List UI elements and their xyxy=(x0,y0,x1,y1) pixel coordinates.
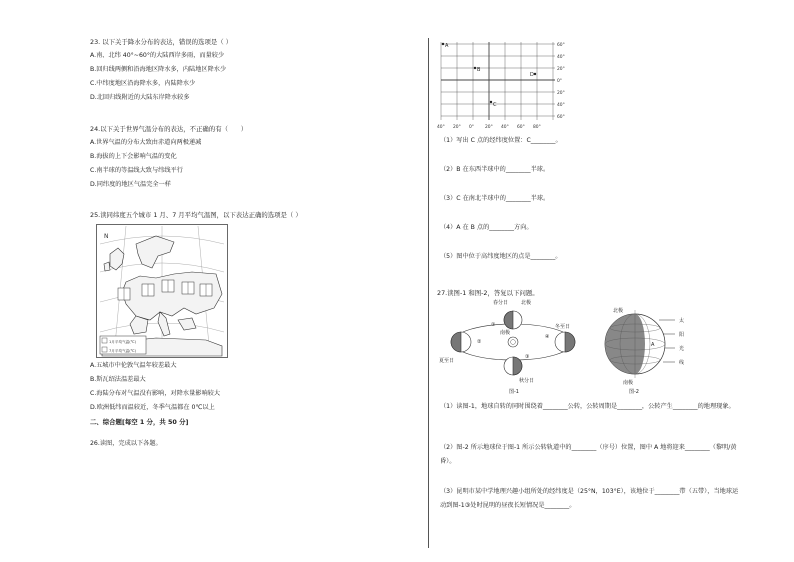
europe-temperature-map xyxy=(96,224,228,358)
q25-stem: 25.读同纬度五个城市 1 月、7 月平均气温图，以下表达正确的选项是（ ） xyxy=(90,211,302,219)
fig2-north-pole: 北极 xyxy=(613,308,624,314)
fig1-south-pole: 南极 xyxy=(500,330,511,336)
fig2-sunlight-char-3: 光 xyxy=(679,346,685,352)
q26-part-2: （2）B 在东西半球中的________半球。 xyxy=(440,166,550,173)
q24-option-b: B.海拔的上下会影响气温的变化 xyxy=(90,153,177,160)
point-c-label: C xyxy=(493,102,497,108)
lat-label-20n: 20° xyxy=(557,67,565,72)
q24-option-d: D.同纬度的地区气温完全一样 xyxy=(90,181,171,188)
q25-option-b: B.斯瓦绍法温差最大 xyxy=(90,376,146,383)
fig1-position-2: ② xyxy=(477,339,482,345)
lat-label-40s: 40° xyxy=(557,103,565,108)
q23-option-d: D.北回归线附近的大陆东岸降水较多 xyxy=(90,94,190,101)
legend-july: 7月平均气温(℃) xyxy=(109,349,137,353)
q23-option-b: B.回归线两侧和沿海地区降水多，内陆地区降水少 xyxy=(90,66,227,73)
q26-part-3: （3）C 在南北半球中的________半球。 xyxy=(440,195,550,202)
q25-option-a: A.五城市中伦敦气温年较差最大 xyxy=(90,362,177,369)
fig1-spring-equinox: 春分日 xyxy=(493,300,509,306)
right-column xyxy=(425,0,794,562)
fig2-point-a: A xyxy=(651,342,655,348)
lon-label-0: 0° xyxy=(469,125,474,130)
q27-part-3-line-1: （3）昆明市某中学地理兴趣小组所处的经纬度是（25°N，103°E），该地位于________带（五带），当地球运 xyxy=(440,488,739,495)
figure-1-orbit xyxy=(437,298,587,396)
lat-label-20s: 20° xyxy=(557,91,565,96)
fig2-sunlight-char-1: 太 xyxy=(679,318,685,324)
fig1-north-pole: 北极 xyxy=(521,300,532,306)
lon-label-40w: 40° xyxy=(437,125,445,130)
q27-part-1: （1）读图-1，地球自转的同时围绕着________公转，公转周期是________，公转产生________的地理现象。 xyxy=(440,403,735,410)
fig2-caption: 图-2 xyxy=(629,389,639,395)
q24-stem: 24.以下关于世界气温分布的表达，不正确的有（ ） xyxy=(90,125,248,133)
fig1-position-3: ③ xyxy=(525,354,530,360)
fig1-caption: 图-1 xyxy=(509,389,519,395)
fig2-sunlight-char-2: 阳 xyxy=(679,332,685,338)
fig1-autumn-equinox: 秋分日 xyxy=(519,378,535,384)
q26-part-1: （1）写出 C 点的经纬度位置：C________。 xyxy=(440,137,562,144)
q26-part-4: （4）A 在 B 点的________方向。 xyxy=(440,224,533,231)
figure-2-globe xyxy=(593,304,693,396)
q25-option-c: C.海陆分布对气温没有影响，对降水量影响较大 xyxy=(90,390,221,397)
q27-part-2-line-1: （2）图-2 所示地球位于图-1 所示公转轨道中的________（序号）位置，图中 A 地将迎来________（黎明/黄 xyxy=(440,444,737,451)
section-two-heading: 二、综合题[每空 1 分，共 50 分] xyxy=(90,418,189,426)
q23-option-c: C.中纬度地区沿海降水多，内陆降水少 xyxy=(90,80,196,87)
lon-label-60e: 60° xyxy=(517,125,525,130)
q27-part-2-line-2: 昏）。 xyxy=(440,458,456,465)
fig1-position-1: ① xyxy=(491,322,496,328)
lat-label-60n: 60° xyxy=(557,43,565,48)
fig1-winter-solstice: 冬至日 xyxy=(555,324,571,330)
q23-stem: 23. 以下关于降水分布的表达，错误的选项是（ ） xyxy=(90,38,233,46)
fig2-sunlight-char-4: 线 xyxy=(679,360,685,366)
latitude-longitude-grid xyxy=(435,40,585,132)
point-b-label: B xyxy=(477,67,481,73)
q26-part-5: （5）图中位于高纬度地区的点是________。 xyxy=(440,253,562,260)
lon-label-20w: 20° xyxy=(453,125,461,130)
legend-january: 1月平均气温(℃) xyxy=(109,340,137,344)
lon-label-20e: 20° xyxy=(485,125,493,130)
lon-label-40e: 40° xyxy=(501,125,509,130)
q24-option-c: C.南半球的等温线大致与纬线平行 xyxy=(90,167,183,174)
lat-label-0: 0° xyxy=(557,79,562,84)
fig1-summer-solstice: 夏至日 xyxy=(439,358,455,364)
lat-label-40n: 40° xyxy=(557,55,565,60)
q25-option-d: D.欧洲低纬而温较近，冬季气温都在 0℃以上 xyxy=(90,404,215,411)
fig2-south-pole: 南极 xyxy=(623,380,634,386)
fig1-position-4: ④ xyxy=(545,334,550,340)
point-a-label: A xyxy=(445,43,449,49)
q26-stem: 26.读图，完成以下各题。 xyxy=(90,440,162,447)
q27-stem: 27.读图-1 和图-2，答复以下问题。 xyxy=(437,289,539,297)
q24-option-a: A.世界气温的分布大致由赤道向两极递减 xyxy=(90,139,202,146)
q23-option-a: A.南、北纬 40°~60°的大陆西岸多雨，而量较少 xyxy=(90,52,225,59)
map-north-label: N xyxy=(104,233,109,240)
lat-label-60s: 60° xyxy=(557,115,565,120)
lon-label-80e: 80° xyxy=(533,125,541,130)
q27-part-3-line-2: 动到图-1③处时昆明的昼夜长短情况是________。 xyxy=(440,502,576,509)
point-d-label: D xyxy=(530,72,534,78)
